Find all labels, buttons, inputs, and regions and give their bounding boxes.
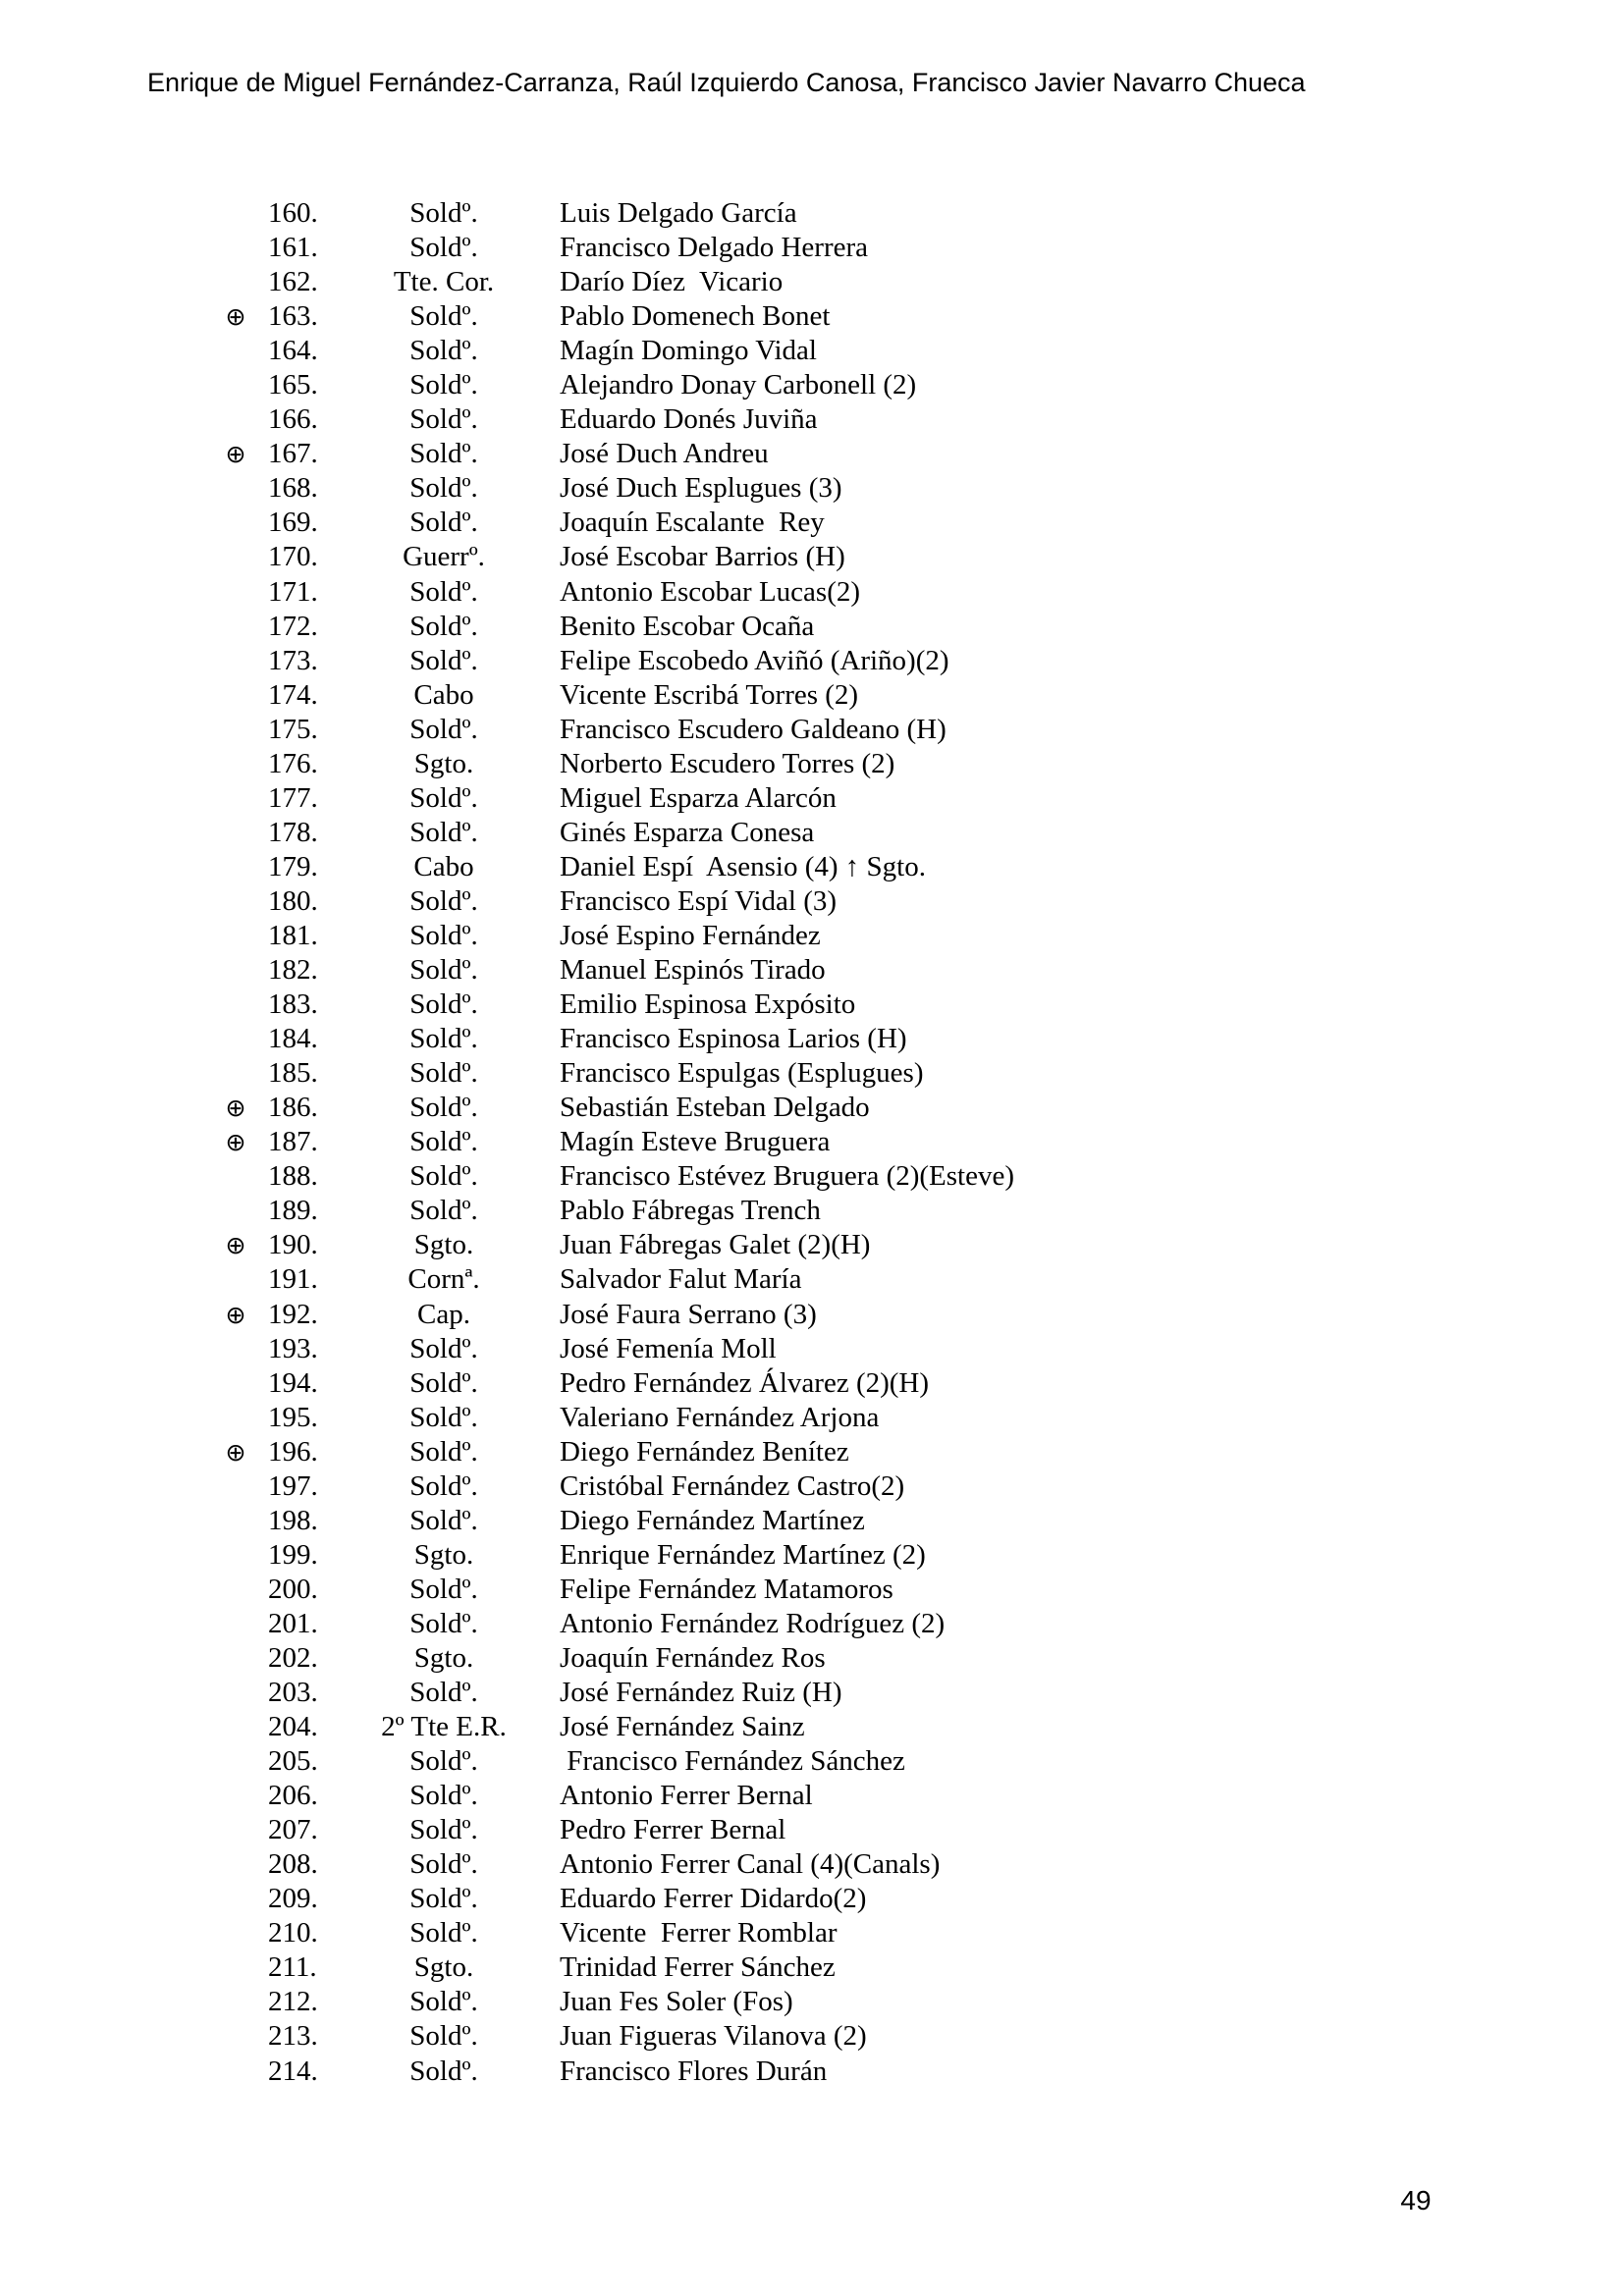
row-name: Alejandro Donay Carbonell (2): [560, 369, 917, 401]
row-name: Luis Delgado García: [560, 197, 797, 229]
row-rank: Soldº.: [409, 369, 478, 401]
row-rank: Soldº.: [409, 1814, 478, 1846]
list-item: [0, 1882, 1623, 1916]
list-item: [0, 265, 1623, 299]
circled-plus-icon: ⊕: [225, 1437, 246, 1467]
row-name: Juan Fes Soler (Fos): [560, 1986, 793, 2018]
row-name: Magín Esteve Bruguera: [560, 1126, 831, 1158]
row-number: 160.: [268, 197, 318, 229]
row-rank: Soldº.: [409, 1848, 478, 1881]
row-number: 167.: [268, 438, 318, 470]
row-rank: Soldº.: [409, 1469, 478, 1502]
row-name: Darío Díez Vicario: [560, 266, 784, 298]
row-rank: Sgto.: [413, 1641, 474, 1674]
list-item: [0, 953, 1623, 988]
row-name: Francisco Estévez Bruguera (2)(Esteve): [560, 1160, 1014, 1193]
list-item: [0, 1401, 1623, 1435]
list-item: [0, 1091, 1623, 1125]
row-number: 165.: [268, 369, 318, 401]
list-item: [0, 1916, 1623, 1950]
row-number: 213.: [268, 2020, 318, 2053]
row-name: José Faura Serrano (3): [560, 1298, 817, 1330]
row-rank: Soldº.: [409, 1332, 478, 1364]
row-name: Pedro Fernández Álvarez (2)(H): [560, 1366, 930, 1399]
row-rank: Soldº.: [409, 1607, 478, 1639]
row-rank: Soldº.: [409, 1023, 478, 1055]
row-number: 185.: [268, 1057, 318, 1090]
row-name: Daniel Espí Asensio (4) ↑ Sgto.: [560, 850, 926, 882]
row-number: 191.: [268, 1263, 318, 1296]
circled-plus-icon: ⊕: [225, 302, 246, 332]
row-rank: Cabo: [413, 678, 474, 711]
row-name: Vicente Ferrer Romblar: [560, 1917, 838, 1949]
row-name: Vicente Escribá Torres (2): [560, 678, 859, 711]
row-name: José Fernández Sainz: [560, 1711, 805, 1743]
row-rank: Sgto.: [413, 1538, 474, 1571]
row-name: Ginés Esparza Conesa: [560, 816, 815, 848]
row-name: Antonio Ferrer Bernal: [560, 1780, 813, 1812]
row-number: 184.: [268, 1023, 318, 1055]
row-name: Salvador Falut María: [560, 1263, 802, 1296]
list-item: [0, 471, 1623, 506]
row-number: 207.: [268, 1814, 318, 1846]
row-number: 178.: [268, 816, 318, 848]
row-number: 198.: [268, 1504, 318, 1536]
circled-plus-icon: ⊕: [225, 440, 246, 469]
row-number: 194.: [268, 1366, 318, 1399]
list-item: [0, 1607, 1623, 1641]
row-rank: Cornª.: [407, 1263, 480, 1296]
row-rank: Soldº.: [409, 1057, 478, 1090]
row-rank: Soldº.: [409, 1160, 478, 1193]
row-number: 169.: [268, 507, 318, 539]
row-number: 175.: [268, 713, 318, 745]
row-name: Joaquín Fernández Ros: [560, 1641, 826, 1674]
row-number: 187.: [268, 1126, 318, 1158]
row-name: Diego Fernández Benítez: [560, 1435, 849, 1468]
row-number: 177.: [268, 781, 318, 814]
list-item: [0, 1469, 1623, 1504]
row-number: 189.: [268, 1195, 318, 1227]
row-number: 166.: [268, 403, 318, 436]
row-number: 196.: [268, 1435, 318, 1468]
row-name: Francisco Fernández Sánchez: [560, 1745, 905, 1778]
row-number: 202.: [268, 1641, 318, 1674]
row-name: Pedro Ferrer Bernal: [560, 1814, 786, 1846]
circled-plus-icon: ⊕: [225, 1128, 246, 1157]
row-rank: Soldº.: [409, 1435, 478, 1468]
row-rank: Soldº.: [409, 1986, 478, 2018]
row-number: 197.: [268, 1469, 318, 1502]
list-item: [0, 196, 1623, 231]
row-name: Valeriano Fernández Arjona: [560, 1401, 880, 1433]
row-rank: Soldº.: [409, 2055, 478, 2087]
row-rank: Soldº.: [409, 472, 478, 505]
list-item: [0, 1262, 1623, 1297]
list-item: [0, 540, 1623, 574]
row-number: 203.: [268, 1677, 318, 1709]
row-name: José Femenía Moll: [560, 1332, 777, 1364]
row-number: 205.: [268, 1745, 318, 1778]
row-name: José Duch Andreu: [560, 438, 769, 470]
list-item: [0, 781, 1623, 816]
list-item: [0, 334, 1623, 368]
row-rank: Soldº.: [409, 1745, 478, 1778]
row-rank: Soldº.: [409, 1780, 478, 1812]
row-rank: Soldº.: [409, 507, 478, 539]
row-rank: Soldº.: [409, 232, 478, 264]
list-item: [0, 1125, 1623, 1159]
list-item: [0, 1744, 1623, 1779]
row-rank: Soldº.: [409, 988, 478, 1021]
list-item: [0, 1950, 1623, 1985]
row-name: Benito Escobar Ocaña: [560, 610, 815, 642]
row-number: 179.: [268, 850, 318, 882]
list-item: [0, 1159, 1623, 1194]
list-item: [0, 1194, 1623, 1228]
row-number: 162.: [268, 266, 318, 298]
row-name: Joaquín Escalante Rey: [560, 507, 825, 539]
row-name: Antonio Fernández Rodríguez (2): [560, 1607, 946, 1639]
list-item: [0, 1573, 1623, 1607]
row-name: Eduardo Ferrer Didardo(2): [560, 1883, 867, 1915]
list-item: [0, 678, 1623, 713]
list-item: [0, 575, 1623, 610]
list-item: [0, 1847, 1623, 1882]
list-item: [0, 1710, 1623, 1744]
list-item: [0, 1056, 1623, 1091]
row-number: 210.: [268, 1917, 318, 1949]
list-item: [0, 1641, 1623, 1676]
row-rank: Soldº.: [409, 197, 478, 229]
list-item: [0, 713, 1623, 747]
row-number: 161.: [268, 232, 318, 264]
row-rank: Cabo: [413, 850, 474, 882]
row-number: 204.: [268, 1711, 318, 1743]
row-name: Manuel Espinós Tirado: [560, 954, 826, 987]
row-name: Francisco Flores Durán: [560, 2055, 828, 2087]
row-rank: Sgto.: [413, 747, 474, 779]
row-rank: Soldº.: [409, 781, 478, 814]
list-item: [0, 1332, 1623, 1366]
row-name: Cristóbal Fernández Castro(2): [560, 1469, 905, 1502]
row-rank: Sgto.: [413, 1951, 474, 1984]
list-item: [0, 1366, 1623, 1401]
list-item: [0, 1985, 1623, 2019]
row-rank: Soldº.: [409, 1917, 478, 1949]
row-rank: Soldº.: [409, 335, 478, 367]
row-number: 190.: [268, 1229, 318, 1261]
list-item: [0, 1435, 1623, 1469]
row-name: Pablo Fábregas Trench: [560, 1195, 821, 1227]
list-item: [0, 988, 1623, 1022]
row-number: 173.: [268, 644, 318, 676]
row-number: 180.: [268, 884, 318, 917]
row-number: 172.: [268, 610, 318, 642]
row-name: Enrique Fernández Martínez (2): [560, 1538, 926, 1571]
row-rank: Soldº.: [409, 1366, 478, 1399]
row-name: José Espino Fernández: [560, 919, 821, 951]
row-number: 206.: [268, 1780, 318, 1812]
list-item: [0, 1676, 1623, 1710]
row-rank: Soldº.: [409, 1401, 478, 1433]
row-rank: Soldº.: [409, 1092, 478, 1124]
row-rank: Soldº.: [409, 610, 478, 642]
row-name: Sebastián Esteban Delgado: [560, 1092, 870, 1124]
row-rank: Soldº.: [409, 919, 478, 951]
row-name: Norberto Escudero Torres (2): [560, 747, 895, 779]
row-name: Eduardo Donés Juviña: [560, 403, 818, 436]
list-item: [0, 1504, 1623, 1538]
row-rank: Soldº.: [409, 403, 478, 436]
row-name: Miguel Esparza Alarcón: [560, 781, 837, 814]
list-item: [0, 1813, 1623, 1847]
roster-list: [0, 196, 1623, 2089]
row-name: Antonio Ferrer Canal (4)(Canals): [560, 1848, 941, 1881]
row-rank: Soldº.: [409, 644, 478, 676]
row-name: Felipe Escobedo Aviñó (Ariño)(2): [560, 644, 949, 676]
row-rank: Soldº.: [409, 713, 478, 745]
row-rank: Soldº.: [409, 1126, 478, 1158]
row-name: Emilio Espinosa Expósito: [560, 988, 856, 1021]
row-number: 195.: [268, 1401, 318, 1433]
row-name: Felipe Fernández Matamoros: [560, 1573, 893, 1605]
list-item: [0, 402, 1623, 437]
row-number: 192.: [268, 1298, 318, 1330]
row-rank: Soldº.: [409, 438, 478, 470]
circled-plus-icon: ⊕: [225, 1300, 246, 1329]
row-number: 164.: [268, 335, 318, 367]
row-name: Francisco Escudero Galdeano (H): [560, 713, 947, 745]
row-rank: Soldº.: [409, 884, 478, 917]
list-item: [0, 506, 1623, 540]
list-item: [0, 1779, 1623, 1813]
list-item: [0, 1022, 1623, 1056]
list-item: [0, 919, 1623, 953]
row-rank: Soldº.: [409, 300, 478, 333]
row-number: 181.: [268, 919, 318, 951]
row-rank: 2º Tte E.R.: [381, 1711, 507, 1743]
row-number: 182.: [268, 954, 318, 987]
row-rank: Cap.: [417, 1298, 470, 1330]
list-item: [0, 884, 1623, 919]
row-rank: Soldº.: [409, 816, 478, 848]
list-item: [0, 644, 1623, 678]
row-number: 188.: [268, 1160, 318, 1193]
row-name: Francisco Delgado Herrera: [560, 232, 869, 264]
row-rank: Soldº.: [409, 1504, 478, 1536]
list-item: [0, 610, 1623, 644]
row-rank: Soldº.: [409, 1573, 478, 1605]
row-name: Antonio Escobar Lucas(2): [560, 575, 861, 608]
row-name: Trinidad Ferrer Sánchez: [560, 1951, 836, 1984]
row-number: 176.: [268, 747, 318, 779]
row-number: 201.: [268, 1607, 318, 1639]
row-name: Pablo Domenech Bonet: [560, 300, 831, 333]
row-name: Magín Domingo Vidal: [560, 335, 817, 367]
row-name: Juan Figueras Vilanova (2): [560, 2020, 867, 2053]
row-rank: Guerrº.: [403, 541, 485, 573]
row-number: 186.: [268, 1092, 318, 1124]
list-item: [0, 299, 1623, 334]
list-item: [0, 231, 1623, 265]
list-item: [0, 816, 1623, 850]
row-rank: Soldº.: [409, 1195, 478, 1227]
list-item: [0, 1538, 1623, 1573]
row-rank: Sgto.: [413, 1229, 474, 1261]
list-item: [0, 1298, 1623, 1332]
list-item: [0, 437, 1623, 471]
row-number: 214.: [268, 2055, 318, 2087]
row-name: Francisco Espinosa Larios (H): [560, 1023, 907, 1055]
circled-plus-icon: ⊕: [225, 1094, 246, 1123]
list-item: [0, 2055, 1623, 2089]
row-number: 174.: [268, 678, 318, 711]
row-name: Juan Fábregas Galet (2)(H): [560, 1229, 871, 1261]
list-item: [0, 368, 1623, 402]
row-name: Francisco Espulgas (Esplugues): [560, 1057, 924, 1090]
row-rank: Soldº.: [409, 954, 478, 987]
row-number: 211.: [268, 1951, 317, 1984]
row-number: 171.: [268, 575, 318, 608]
list-item: [0, 2019, 1623, 2054]
row-rank: Soldº.: [409, 1677, 478, 1709]
list-item: [0, 1228, 1623, 1262]
row-name: José Escobar Barrios (H): [560, 541, 845, 573]
circled-plus-icon: ⊕: [225, 1231, 246, 1260]
row-name: José Fernández Ruiz (H): [560, 1677, 842, 1709]
row-rank: Soldº.: [409, 575, 478, 608]
list-item: [0, 850, 1623, 884]
row-number: 209.: [268, 1883, 318, 1915]
row-number: 212.: [268, 1986, 318, 2018]
row-number: 170.: [268, 541, 318, 573]
row-name: Francisco Espí Vidal (3): [560, 884, 838, 917]
row-number: 199.: [268, 1538, 318, 1571]
row-number: 183.: [268, 988, 318, 1021]
row-number: 208.: [268, 1848, 318, 1881]
list-item: [0, 747, 1623, 781]
page-header-authors: Enrique de Miguel Fernández-Carranza, Raúl Izquierdo Canosa, Francisco Javier Navarro Chueca: [147, 68, 1306, 97]
row-rank: Soldº.: [409, 2020, 478, 2053]
page-number: 49: [1400, 2185, 1432, 2216]
row-rank: Tte. Cor.: [393, 266, 495, 298]
row-name: Diego Fernández Martínez: [560, 1504, 865, 1536]
row-number: 163.: [268, 300, 318, 333]
row-number: 200.: [268, 1573, 318, 1605]
row-number: 193.: [268, 1332, 318, 1364]
row-rank: Soldº.: [409, 1883, 478, 1915]
row-name: José Duch Esplugues (3): [560, 472, 842, 505]
row-number: 168.: [268, 472, 318, 505]
